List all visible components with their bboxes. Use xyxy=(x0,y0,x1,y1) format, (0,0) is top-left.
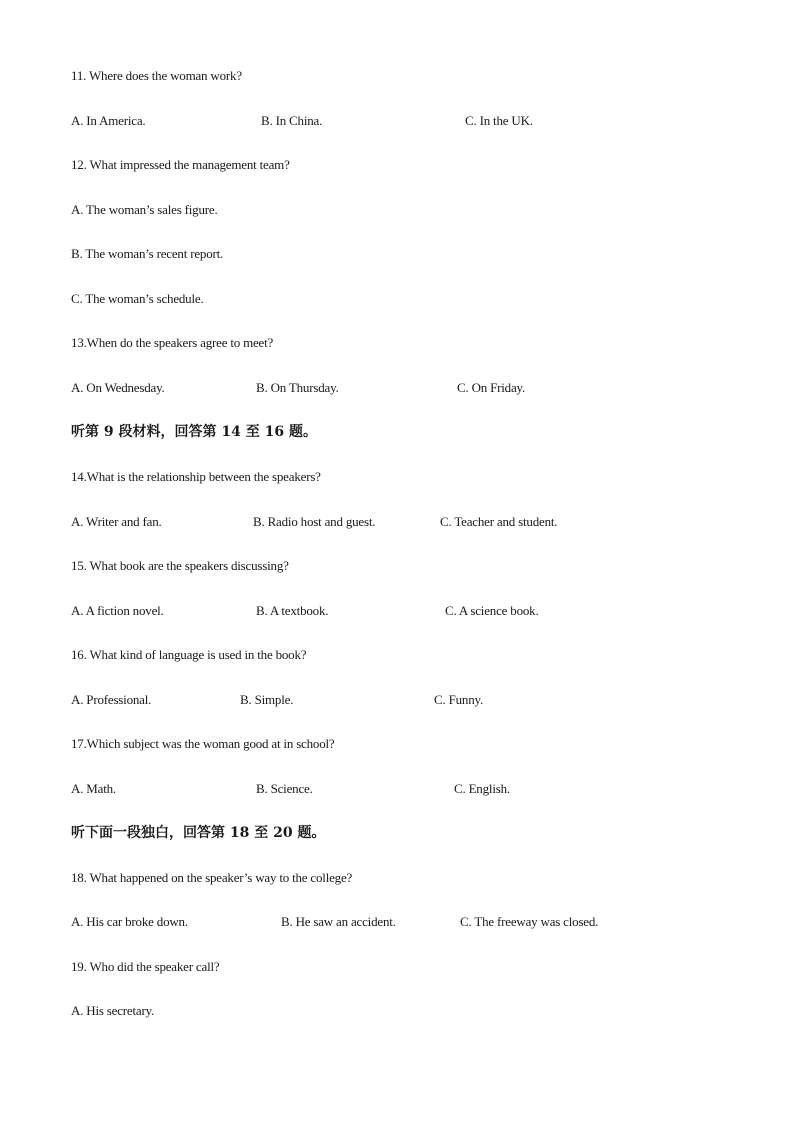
question-13-option-c: C. On Friday. xyxy=(457,380,526,395)
question-15-stem: 15. What book are the speakers discussing? xyxy=(71,558,289,573)
question-18-option-a: A. His car broke down. xyxy=(71,914,188,929)
question-16-option-a: A. Professional. xyxy=(71,692,152,707)
question-15-option-a: A. A fiction novel. xyxy=(71,603,164,618)
question-17-option-a: A. Math. xyxy=(71,781,116,796)
question-15-option-b: B. A textbook. xyxy=(256,603,329,618)
question-12-option-b: B. The woman’s recent report. xyxy=(71,246,224,261)
question-15-option-c: C. A science book. xyxy=(445,603,539,618)
question-11-stem: 11. Where does the woman work? xyxy=(71,68,242,83)
question-11-option-b: B. In China. xyxy=(261,113,323,128)
question-11-option-c: C. In the UK. xyxy=(465,113,533,128)
question-17-option-c: C. English. xyxy=(454,781,510,796)
question-14-option-b: B. Radio host and guest. xyxy=(253,514,376,529)
question-19-stem: 19. Who did the speaker call? xyxy=(71,959,220,974)
question-19-option-a: A. His secretary. xyxy=(71,1003,155,1018)
question-11-option-a: A. In America. xyxy=(71,113,146,128)
question-17-stem: 17.Which subject was the woman good at in school? xyxy=(71,736,335,751)
question-13-option-b: B. On Thursday. xyxy=(256,380,339,395)
question-14-option-c: C. Teacher and student. xyxy=(440,514,558,529)
question-12-option-a: A. The woman’s sales figure. xyxy=(71,202,218,217)
question-13-option-a: A. On Wednesday. xyxy=(71,380,165,395)
question-16-option-b: B. Simple. xyxy=(240,692,294,707)
question-16-stem: 16. What kind of language is used in the book? xyxy=(71,647,307,662)
question-16-option-c: C. Funny. xyxy=(434,692,484,707)
section-heading-monologue: 听下面一段独白，回答第 18 至 20 题。 xyxy=(71,825,326,841)
question-12-option-c: C. The woman’s schedule. xyxy=(71,291,204,306)
question-13-stem: 13.When do the speakers agree to meet? xyxy=(71,335,274,350)
question-17-option-b: B. Science. xyxy=(256,781,313,796)
question-18-stem: 18. What happened on the speaker’s way to the college? xyxy=(71,870,353,885)
section-heading-9: 听第 9 段材料，回答第 14 至 16 题。 xyxy=(71,424,317,440)
question-18-option-c: C. The freeway was closed. xyxy=(460,914,599,929)
question-18-option-b: B. He saw an accident. xyxy=(281,914,396,929)
question-12-stem: 12. What impressed the management team? xyxy=(71,157,290,172)
question-14-option-a: A. Writer and fan. xyxy=(71,514,162,529)
question-14-stem: 14.What is the relationship between the speakers? xyxy=(71,469,321,484)
